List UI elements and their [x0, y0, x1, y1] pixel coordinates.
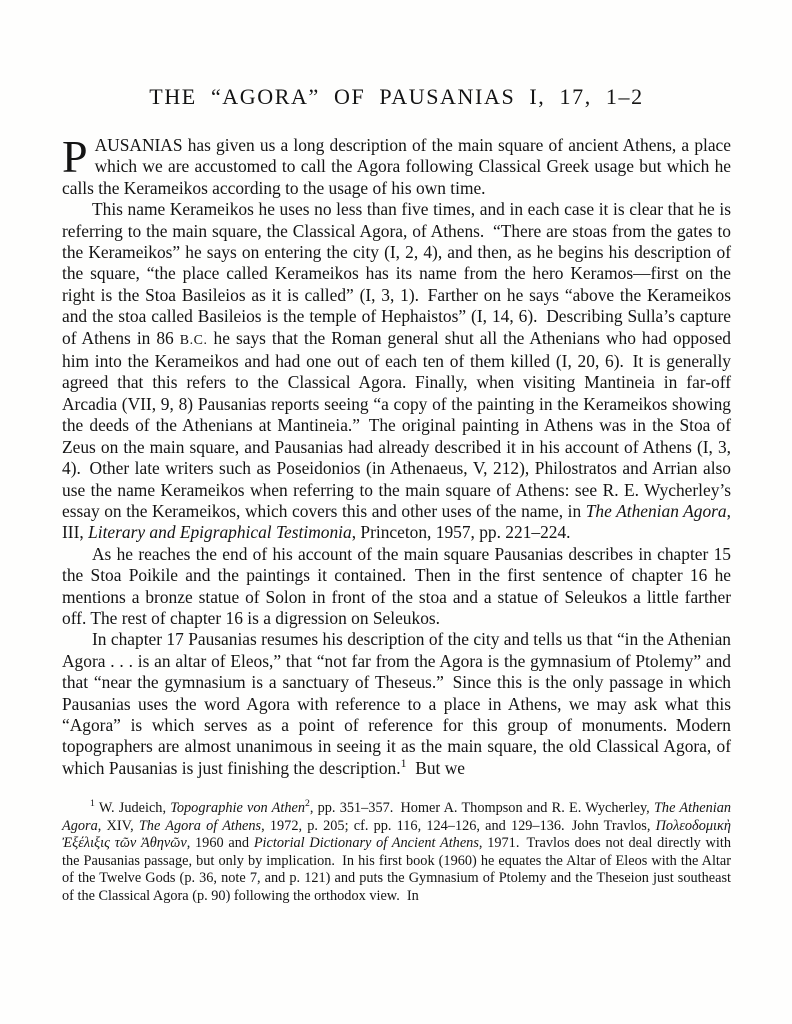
paragraph-chapter-17: In chapter 17 Pausanias resumes his description of the city and tells us that “in the Athenian Agora . . . is an altar of Eleos,” that “not far from the Agora is the gymnasium of Ptolemy” and that “near the gymnasium is a sanctuary of Theseus.” Since this is the only passage in which Pausanias uses the word Agora with reference to a place in Athens, we may ask what this “Agora” is which serves as a point of reference for this group of monuments. Modern topographers are almost unanimous in seeing it as the main square, the old Classical Agora, of which Pausanias is just finishing the description.$^1$ But we: [62, 629, 731, 778]
footnote-1: $^1$ W. Judeich, Topographie von Athen$^2$, pp. 351–357. Homer A. Thompson and R. E. Wycherley, The Athenian Agora, XIV, The Agora of Athens, 1972, p. 205; cf. pp. 116, 124–126, and 129–136. John Travlos, Πολεοδομικὴ Ἐξέλιξις τῶν Ἀθηνῶν, 1960 and Pictorial Dictionary of Ancient Athens, 1971. Travlos does not deal directly with the Pausanias passage, but only by implication. In his first book (1960) he equates the Altar of Eleos with the Altar of the Twelve Gods (p. 36, note 7, and p. 121) and puts the Gymnasium of Ptolemy and the Theseion just southeast of the Classical Agora (p. 90) following the orthodox view. In: [62, 798, 731, 904]
paragraph-chapter-15-16: As he reaches the end of his account of the main square Pausanias describes in chapter 15 the Stoa Poikile and the paintings it contained. Then in the first sentence of chapter 16 he mentions a bronze statue of Solon in front of the stoa and a statue of Seleukos a little farther off. The rest of chapter 16 is a digression on Seleukos.: [62, 543, 731, 628]
opening-paragraph: [62, 131, 731, 199]
drop-cap-initial: P: [62, 131, 88, 182]
paragraph-kerameikos-usage: This name Kerameikos he uses no less than five times, and in each case it is clear that he is referring to the main square, the Classical Agora, of Athens. “There are stoas from the gates to the Kerameikos” he says on entering the city (I, 2, 4), and then, as he begins his description of the square, “the place called Kerameikos has its name from the hero Keramos—first on the right is the Stoa Basileios as it is called” (I, 3, 1). Farther on he says “above the Kerameikos and the stoa called Basileios is the temple of Hephaistos” (I, 14, 6). Describing Sulla’s capture of Athens in 86 B.C. he says that the Roman general shut all the Athenians who had opposed him into the Kerameikos and had one out of each ten of them killed (I, 20, 6). It is generally agreed that this refers to the Classical Agora. Finally, when visiting Mantineia in far-off Arcadia (VII, 9, 8) Pausanias reports seeing “a copy of the painting in the Kerameikos showing the deeds of the Athenians at Mantineia.” The original painting in Athens was in the Stoa of Zeus on the main square, and Pausanias had already described it in his account of Athens (I, 3, 4). Other late writers such as Poseidonios (in Athenaeus, V, 212), Philostratos and Arrian also use the name Kerameikos when referring to the main square of Athens: see R. E. Wycherley’s essay on the Kerameikos, which covers this and other uses of the name, in The Athenian Agora, III, Literary and Epigraphical Testimonia, Princeton, 1957, pp. 221–224.: [62, 199, 731, 543]
opening-paragraph-text: AUSANIAS has given us a long description of the main square of ancient Athens, a place which we are accustomed to call the Agora following Classical Greek usage but which he calls the Kerameikos according to the usage of his own time.: [62, 135, 731, 198]
article-body: [62, 131, 731, 779]
page-title: THE “AGORA” OF PAUSANIAS I, 17, 1–2: [149, 84, 644, 109]
